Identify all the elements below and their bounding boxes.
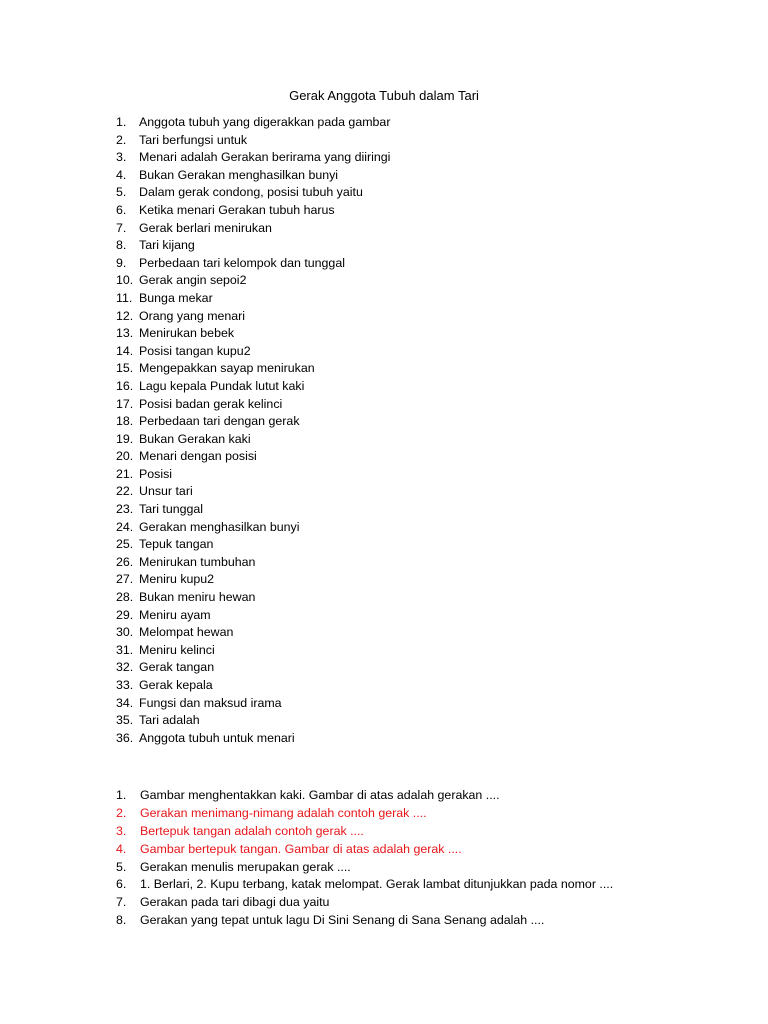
item-number: 32. [116, 660, 134, 675]
item-text: Gerak tangan [139, 660, 215, 675]
item-number: 19. [116, 431, 134, 446]
item-text: Bunga mekar [139, 290, 213, 305]
list-item [116, 466, 390, 484]
question-item [116, 787, 613, 805]
question-number: 4. [116, 841, 127, 856]
list-item [116, 413, 390, 431]
list-item [116, 343, 390, 361]
item-text: Tari kijang [139, 238, 195, 253]
item-text: Posisi [139, 466, 173, 481]
question-number: 1. [116, 788, 127, 802]
item-text: Melompat hewan [139, 625, 234, 640]
item-text: Posisi tangan kupu2 [139, 343, 251, 358]
item-text: Gerak angin sepoi2 [139, 273, 247, 288]
list-item [116, 642, 390, 660]
item-text: Tepuk tangan [139, 537, 214, 552]
item-number: 30. [116, 625, 134, 640]
item-number: 23. [116, 502, 134, 517]
list-item [116, 695, 390, 713]
question-text: Gambar menghentakkan kaki. Gambar di atas adalah gerakan .... [140, 788, 500, 802]
question-text: Gambar bertepuk tangan. Gambar di atas adalah gerak .... [140, 841, 462, 856]
list-item [116, 272, 390, 290]
item-text: Menirukan bebek [139, 326, 235, 341]
item-number: 1. [116, 115, 127, 129]
item-text: Posisi badan gerak kelinci [139, 396, 283, 411]
list-item [116, 730, 390, 748]
item-number: 25. [116, 537, 134, 552]
question-text: Gerakan yang tepat untuk lagu Di Sini Senang di Sana Senang adalah .... [140, 913, 545, 928]
item-text: Bukan meniru hewan [139, 590, 256, 605]
list-item [116, 589, 390, 607]
item-text: Gerak berlari menirukan [139, 220, 272, 235]
item-number: 35. [116, 713, 134, 728]
item-number: 31. [116, 642, 134, 657]
item-number: 15. [116, 361, 134, 376]
list-item [116, 677, 390, 695]
item-text: Menari adalah Gerakan berirama yang diiringi [139, 150, 391, 165]
item-number: 22. [116, 484, 134, 499]
item-text: Unsur tari [139, 484, 193, 499]
item-text: Fungsi dan maksud irama [139, 695, 282, 710]
question-text: Gerakan pada tari dibagi dua yaitu [140, 895, 330, 910]
item-text: Tari tunggal [139, 502, 204, 517]
list-item [116, 659, 390, 677]
list-item [116, 237, 390, 255]
item-number: 13. [116, 326, 134, 341]
item-number: 4. [116, 167, 127, 182]
item-text: Tari berfungsi untuk [139, 132, 248, 147]
list-item [116, 624, 390, 642]
item-text: Mengepakkan sayap menirukan [139, 361, 315, 376]
list-item [116, 167, 390, 185]
page-title: Gerak Anggota Tubuh dalam Tari [289, 88, 479, 103]
question-item [116, 859, 613, 877]
item-text: Bukan Gerakan menghasilkan bunyi [139, 167, 339, 182]
keyword-list [116, 114, 390, 747]
question-text: Gerakan menimang-nimang adalah contoh gerak .... [140, 805, 427, 820]
item-text: Perbedaan tari dengan gerak [139, 414, 300, 429]
list-item [116, 712, 390, 730]
question-item [116, 912, 613, 930]
item-number: 6. [116, 202, 127, 217]
item-number: 27. [116, 572, 134, 587]
question-item-highlighted [116, 841, 613, 859]
item-number: 18. [116, 414, 134, 429]
question-item-highlighted [116, 805, 613, 823]
item-number: 3. [116, 150, 127, 165]
item-number: 17. [116, 396, 134, 411]
list-item [116, 255, 390, 273]
item-text: Gerak kepala [139, 678, 213, 692]
list-item [116, 290, 390, 308]
item-number: 36. [116, 730, 134, 745]
item-text: Gerakan menghasilkan bunyi [139, 519, 300, 534]
list-item [116, 202, 390, 220]
item-text: Anggota tubuh yang digerakkan pada gambar [139, 115, 391, 129]
question-list [116, 787, 613, 930]
list-item [116, 483, 390, 501]
question-number: 5. [116, 859, 127, 874]
item-number: 12. [116, 308, 134, 323]
question-number: 2. [116, 805, 127, 820]
item-text: Bukan Gerakan kaki [139, 431, 251, 446]
question-text: Gerakan menulis merupakan gerak .... [140, 859, 351, 874]
question-text: Bertepuk tangan adalah contoh gerak .... [140, 823, 364, 838]
list-item [116, 519, 390, 537]
item-number: 33. [116, 678, 134, 692]
list-item [116, 149, 390, 167]
question-number: 8. [116, 913, 127, 928]
item-text: Tari adalah [139, 713, 200, 728]
list-item [116, 114, 390, 132]
item-number: 9. [116, 255, 127, 270]
item-number: 24. [116, 519, 134, 534]
question-number: 7. [116, 895, 127, 910]
list-item [116, 360, 390, 378]
item-number: 5. [116, 185, 127, 200]
question-text: 1. Berlari, 2. Kupu terbang, katak melompat. Gerak lambat ditunjukkan pada nomor .... [140, 877, 614, 892]
item-number: 20. [116, 449, 134, 464]
list-item [116, 184, 390, 202]
list-item [116, 308, 390, 326]
item-text: Anggota tubuh untuk menari [139, 730, 295, 745]
list-item [116, 448, 390, 466]
item-number: 28. [116, 590, 134, 605]
item-number: 21. [116, 466, 134, 481]
question-item [116, 894, 613, 912]
item-number: 7. [116, 220, 127, 235]
item-text: Meniru kelinci [139, 642, 215, 657]
list-item [116, 501, 390, 519]
item-number: 11. [116, 290, 133, 305]
list-item [116, 431, 390, 449]
list-item [116, 132, 390, 150]
item-text: Orang yang menari [139, 308, 246, 323]
item-number: 26. [116, 554, 134, 569]
item-number: 34. [116, 695, 134, 710]
list-item [116, 536, 390, 554]
item-text: Lagu kepala Pundak lutut kaki [139, 378, 305, 393]
list-item [116, 220, 390, 238]
list-item [116, 325, 390, 343]
question-number: 3. [116, 823, 127, 838]
list-item [116, 396, 390, 414]
question-number: 6. [116, 877, 127, 892]
item-number: 14. [116, 343, 134, 358]
item-text: Dalam gerak condong, posisi tubuh yaitu [139, 185, 363, 200]
list-item [116, 607, 390, 625]
item-number: 16. [116, 378, 134, 393]
item-text: Meniru kupu2 [139, 572, 215, 587]
item-number: 29. [116, 607, 134, 622]
item-text: Menari dengan posisi [139, 449, 257, 464]
question-item [116, 876, 613, 894]
item-number: 10. [116, 273, 134, 288]
item-text: Meniru ayam [139, 607, 211, 622]
list-item [116, 571, 390, 589]
item-text: Perbedaan tari kelompok dan tunggal [139, 255, 345, 270]
question-item-highlighted [116, 823, 613, 841]
item-text: Menirukan tumbuhan [139, 554, 256, 569]
list-item [116, 554, 390, 572]
item-number: 8. [116, 238, 127, 253]
item-number: 2. [116, 132, 127, 147]
list-item [116, 378, 390, 396]
item-text: Ketika menari Gerakan tubuh harus [139, 202, 335, 217]
